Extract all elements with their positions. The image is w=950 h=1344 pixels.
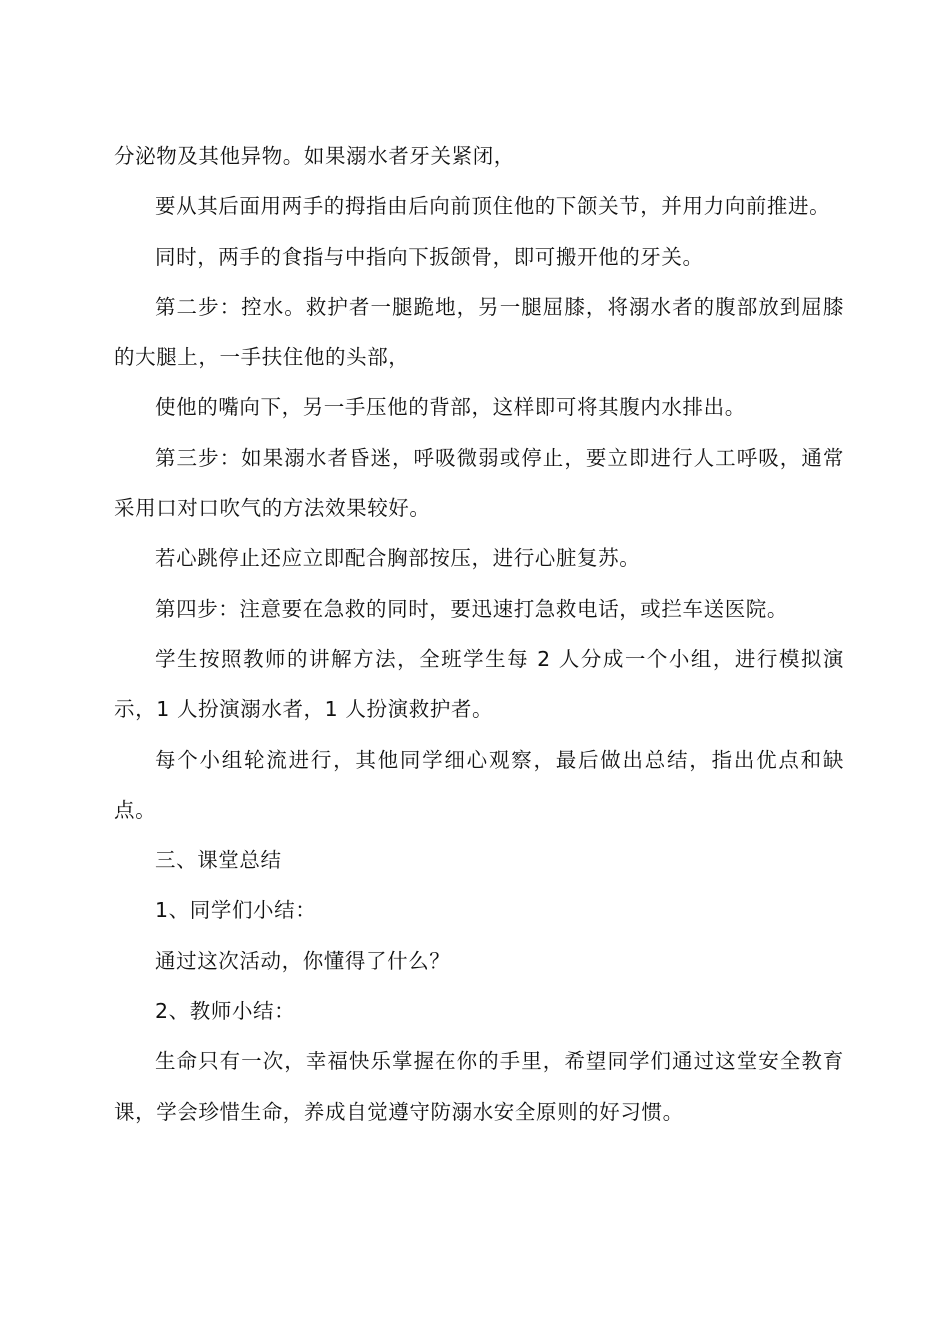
paragraph-1: 分泌物及其他异物。如果溺水者牙关紧闭，	[114, 144, 515, 168]
document-body	[114, 131, 844, 1137]
paragraph-9: 学生按照教师的讲解方法，全班学生每 2 人分成一个小组，进行模拟演示，1 人扮演溺水者，1 人扮演救护者。	[114, 646, 844, 722]
paragraph-2: 要从其后面用两手的拇指由后向前顶住他的下颌关节，并用力向前推进。	[155, 194, 831, 219]
paragraph-6: 第三步：如果溺水者昏迷，呼吸微弱或停止，要立即进行人工呼吸，通常采用口对口吹气的方法效果较好。	[114, 445, 844, 521]
paragraph-10: 每个小组轮流进行，其他同学细心观察，最后做出总结，指出优点和缺点。	[114, 747, 844, 822]
section-heading: 三、课堂总结	[155, 848, 282, 873]
paragraph-7: 若心跳停止还应立即配合胸部按压，进行心脏复苏。	[155, 546, 641, 571]
paragraph-3: 同时，两手的食指与中指向下扳颌骨，即可搬开他的牙关。	[155, 244, 704, 269]
paragraph-13: 通过这次活动，你懂得了什么？	[155, 948, 451, 973]
subheading-teacher-summary: 2、教师小结：	[155, 999, 296, 1024]
paragraph-15: 生命只有一次，幸福快乐掌握在你的手里，希望同学们通过这堂安全教育课，学会珍惜生命，养成自觉遵守防溺水安全原则的好习惯。	[114, 1049, 844, 1124]
paragraph-4: 第二步：控水。救护者一腿跪地，另一腿屈膝，将溺水者的腹部放到屈膝的大腿上，一手扶住他的头部，	[114, 294, 844, 370]
subheading-student-summary: 1、同学们小结：	[155, 898, 317, 923]
paragraph-5: 使他的嘴向下，另一手压他的背部，这样即可将其腹内水排出。	[155, 395, 746, 420]
paragraph-8: 第四步：注意要在急救的同时，要迅速打急救电话，或拦车送医院。	[155, 596, 788, 621]
